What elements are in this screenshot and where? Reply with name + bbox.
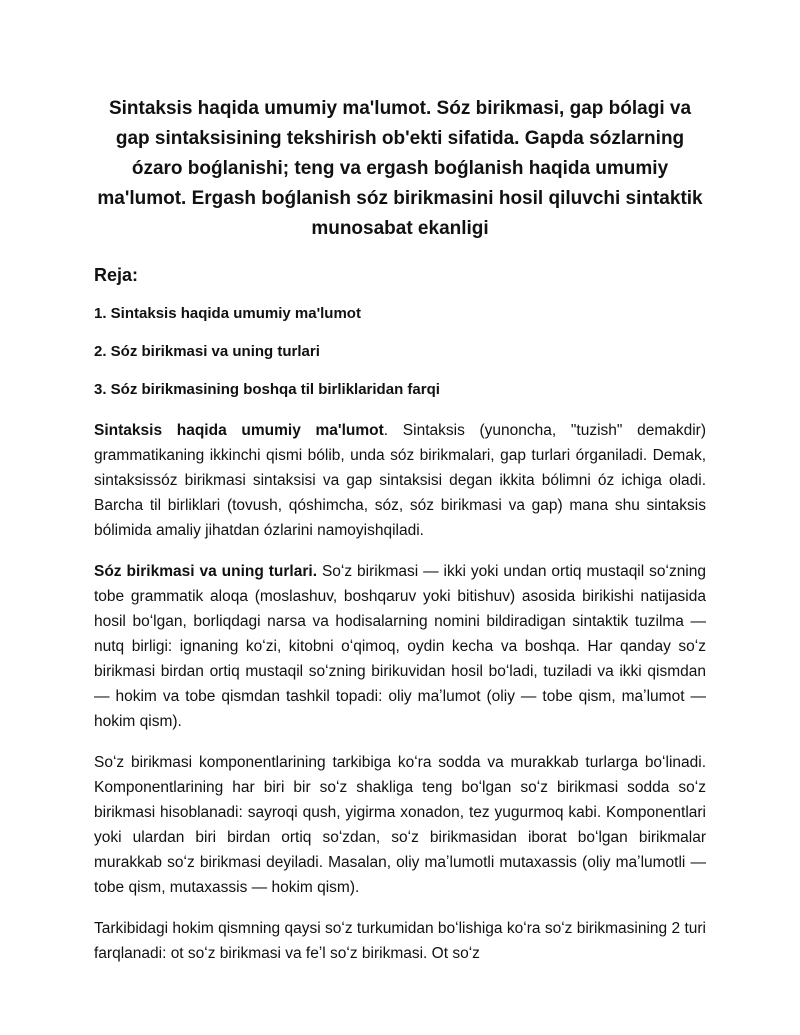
paragraph-text: Soʻz birikmasi — ikki yoki undan ortiq mustaqil soʻzning tobe grammatik aloqa (moslashuv, boshqaruv yoki bitishuv) asosida birikishi natijasida hosil boʻlgan, borliqdagi narsa va hodisalarning nomini bildiradigan sintaktik tuzilma — nutq birligi: ignaning koʻzi, kitobni oʻqimoq, oydin kecha va boshqa. Har qanday soʻz birikmasi birdan ortiq mustaqil soʻzning birikuvidan hosil boʻladi, tuziladi va ikki qismdan — hokim va tobe qismdan tashkil topadi: oliy maʼlumot (oliy — tobe qism, maʼlumot — hokim qism). bbox=[94, 563, 706, 730]
plan-item: 2. Sóz birikmasi va uning turlari bbox=[94, 343, 320, 360]
paragraph-lead: Sintaksis haqida umumiy ma'lumot bbox=[94, 422, 384, 439]
plan-item: 3. Sóz birikmasining boshqa til birliklaridan farqi bbox=[94, 381, 440, 398]
paragraph-tarkibidagi bbox=[94, 916, 706, 966]
plan-heading: Reja: bbox=[94, 265, 139, 285]
paragraph-text: Soʻz birikmasi komponentlarining tarkibiga koʻra sodda va murakkab turlarga boʻlinadi. Komponentlarining har biri bir soʻz shakliga teng boʻlgan soʻz birikmasi sodda soʻz birikmasi hisoblanadi: sayroqi qush, yigirma xonadon, tez yugurmoq kabi. Komponentlari yoki ulardan biri birdan ortiq soʻzdan, soʻz birikmasidan iborat boʻlgan birikmalar murakkab soʻz birikmasi deyiladi. Masalan, oliy maʼlumotli mutaxassis (oliy maʼlumotli — tobe qism, mutaxassis — hokim qism). bbox=[94, 754, 706, 896]
plan-item: 1. Sintaksis haqida umumiy ma'lumot bbox=[94, 305, 361, 322]
paragraph-sintaksis bbox=[94, 418, 706, 543]
paragraph-komponentlar bbox=[94, 750, 706, 900]
document-title: Sintaksis haqida umumiy ma'lumot. Sóz birikmasi, gap bólagi va gap sintaksisining tekshirish ob'ekti sifatida. Gapda sózlarning ózaro boǵlanishi; teng va ergash boǵlanish haqida umumiy ma'lumot. Ergash boǵlanish sóz birikmasini hosil qiluvchi sintaktik munosabat ekanligi bbox=[97, 98, 703, 239]
paragraph-soz-birikmasi bbox=[94, 559, 706, 734]
paragraph-lead: Sóz birikmasi va uning turlari. bbox=[94, 563, 318, 580]
paragraph-text: Tarkibidagi hokim qismning qaysi soʻz turkumidan boʻlishiga koʻra soʻz birikmasining 2 turi farqlanadi: ot soʻz birikmasi va feʼl soʻz birikmasi. Ot soʻz bbox=[94, 920, 706, 962]
paragraph-text: . Sintaksis (yunoncha, "tuzish" demakdir) grammatikaning ikkinchi qismi bólib, unda sóz birikmalari, gap turlari órganiladi. Demak, sintaksissóz birikmasi sintaksisi va gap sintaksisi degan ikkita bólimni óz ichiga oladi. Barcha til birliklari (tovush, qóshimcha, sóz, sóz birikmasi va gap) mana shu sintaksis bólimida amaliy jihatdan ózlarini namoyishqiladi. bbox=[94, 422, 706, 539]
plan-list bbox=[94, 304, 706, 400]
